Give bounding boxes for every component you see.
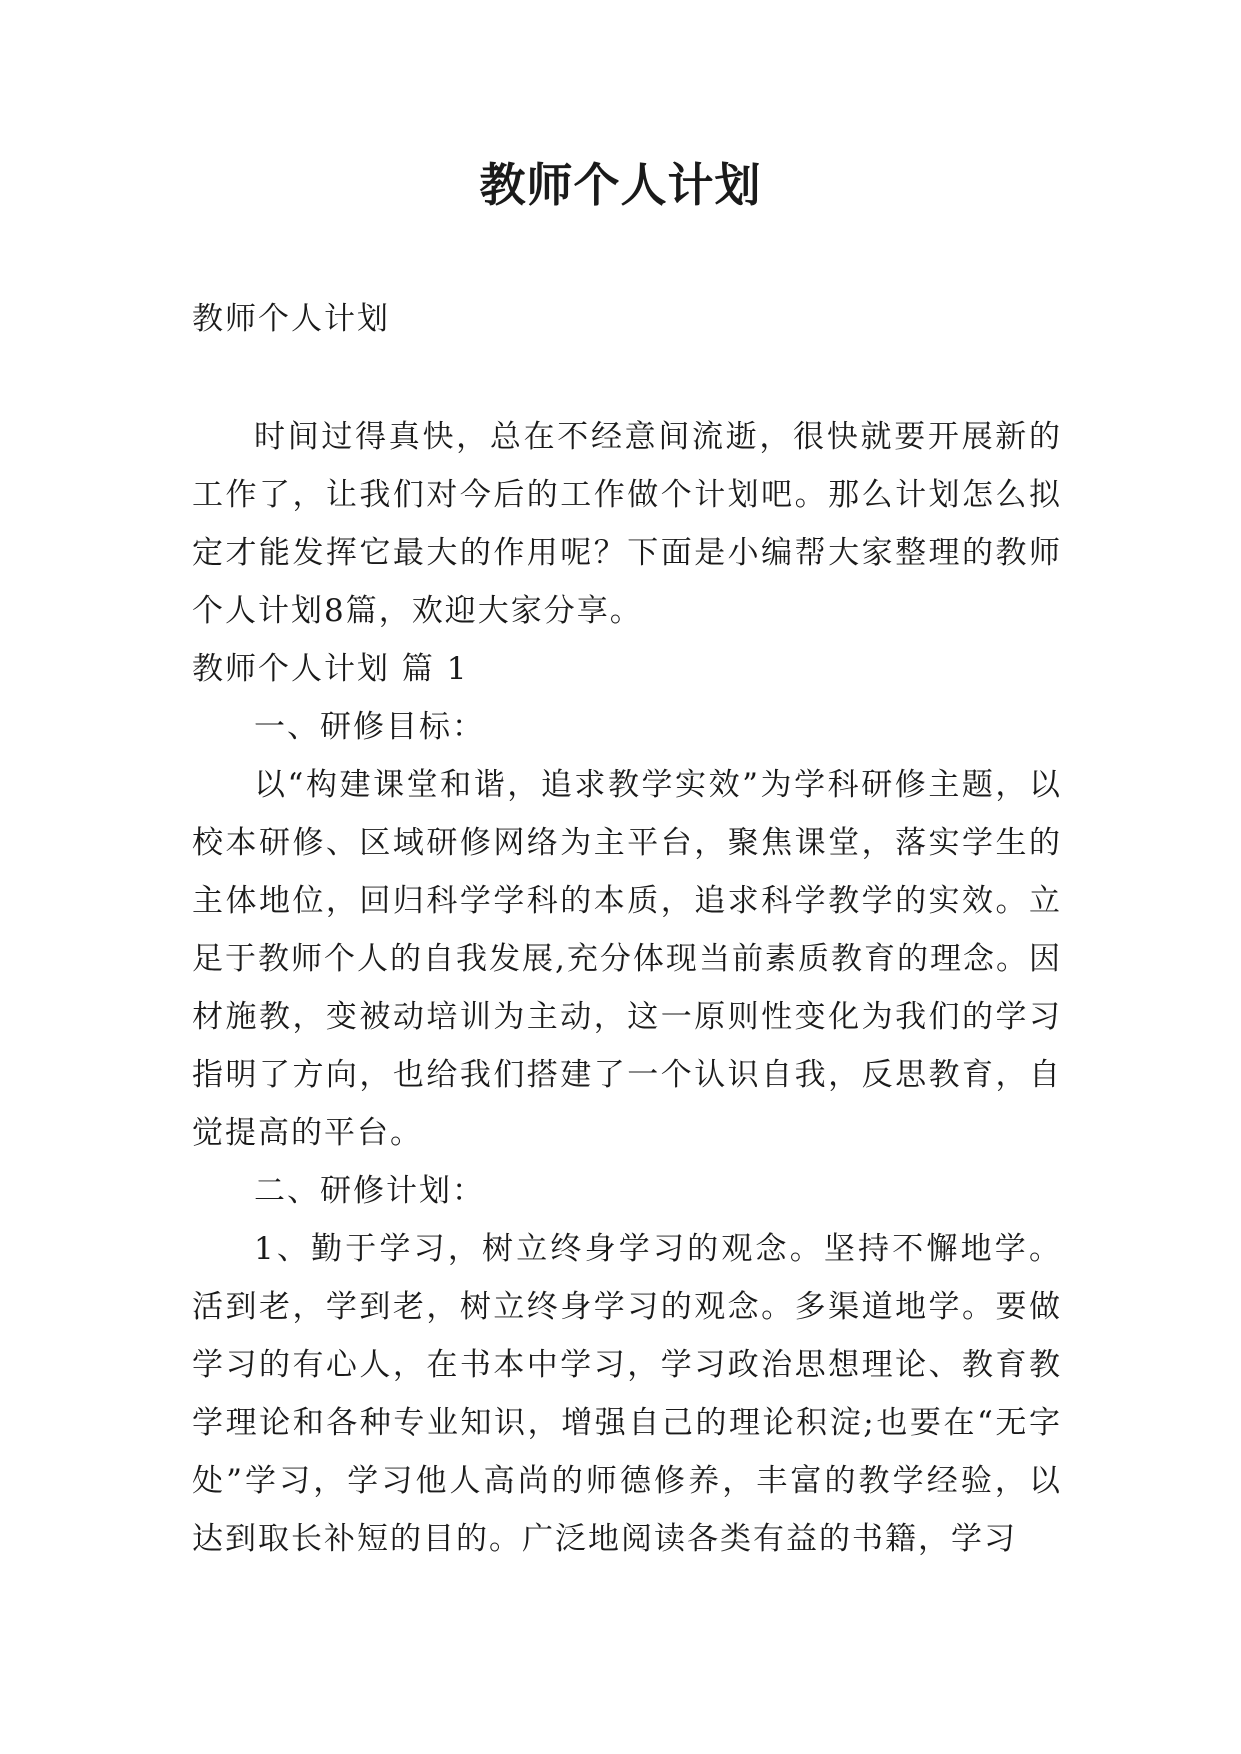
- intro-paragraph: 时间过得真快，总在不经意间流逝，很快就要开展新的工作了，让我们对今后的工作做个计划吧。那么计划怎么拟定才能发挥它最大的作用呢？下面是小编帮大家整理的教师个人计划8篇，欢迎大家分享。: [192, 419, 1062, 629]
- document-body: [192, 408, 1062, 1568]
- document-subtitle: 教师个人计划: [192, 301, 390, 337]
- subsection-heading: 二、研修计划：: [254, 1173, 485, 1209]
- body-paragraph: 1、勤于学习，树立终身学习的观念。坚持不懈地学。活到老，学到老，树立终身学习的观念。多渠道地学。要做学习的有心人，在书本中学习，学习政治思想理论、教育教学理论和各种专业知识，增强自己的理论积淀;也要在“无字处”学习，学习他人高尚的师德修养，丰富的教学经验，以达到取长补短的目的。广泛地阅读各类有益的书籍，学习: [192, 1231, 1062, 1557]
- section-heading: 教师个人计划 篇 1: [192, 651, 469, 687]
- subsection-heading: 一、研修目标：: [254, 709, 485, 745]
- document-title: 教师个人计划: [479, 158, 762, 212]
- body-paragraph: 以“构建课堂和谐，追求教学实效”为学科研修主题，以校本研修、区域研修网络为主平台，聚焦课堂，落实学生的主体地位，回归科学学科的本质，追求科学教学的实效。立足于教师个人的自我发展,充分体现当前素质教育的理念。因材施教，变被动培训为主动，这一原则性变化为我们的学习指明了方向，也给我们搭建了一个认识自我，反思教育，自觉提高的平台。: [192, 767, 1062, 1151]
